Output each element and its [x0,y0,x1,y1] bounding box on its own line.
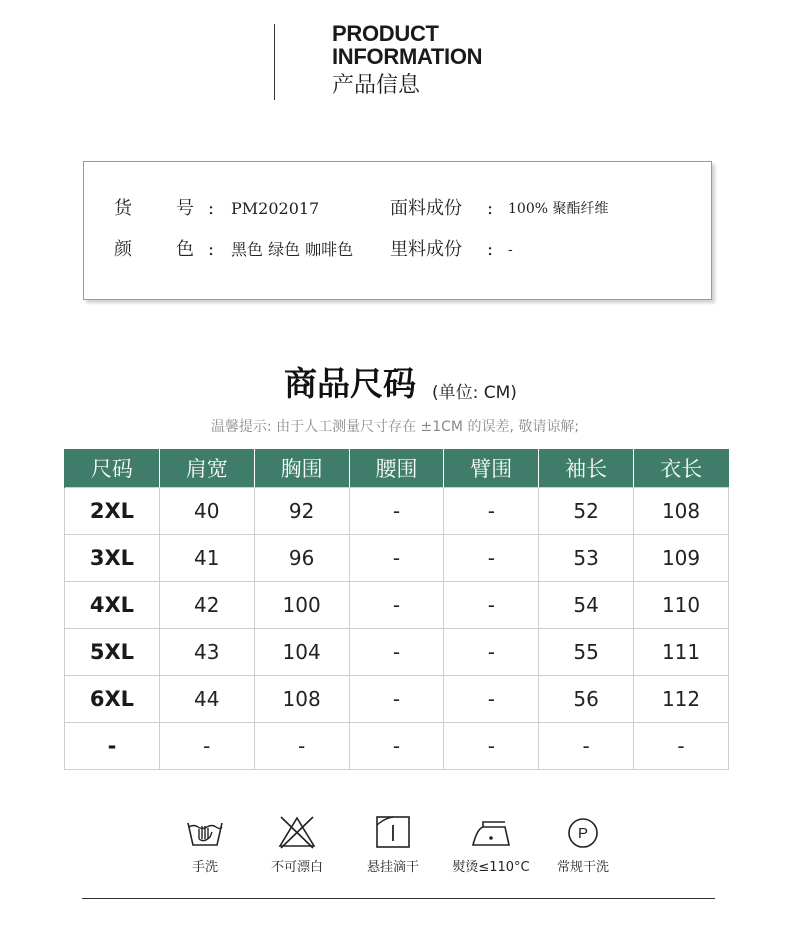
table-cell: - [254,723,349,770]
table-cell: 100 [254,582,349,629]
table-cell: 96 [254,535,349,582]
no-bleach-icon [277,815,317,849]
table-cell: 55 [539,629,634,676]
header-cell: 袖长 [539,449,634,488]
lining-colon: : [487,239,494,260]
table-cell: - [349,582,444,629]
header-cell: 胸围 [254,449,349,488]
table-cell: - [444,629,539,676]
table-cell: 112 [634,676,729,723]
table-cell: 44 [159,676,254,723]
table-cell: - [349,676,444,723]
fabric-label: 面料成份 [390,198,462,219]
header-cell: 衣长 [634,449,729,488]
footer-divider [82,898,715,899]
header-title-en-line2: INFORMATION [332,44,483,69]
table-cell: - [634,723,729,770]
table-cell: 54 [539,582,634,629]
table-cell: - [349,535,444,582]
table-cell: - [444,676,539,723]
size-unit: (单位: CM) [432,383,517,403]
table-row [65,723,729,770]
table-cell: 111 [634,629,729,676]
size-cell: 3XL [65,535,160,582]
table-cell: 110 [634,582,729,629]
table-cell: 53 [539,535,634,582]
table-row [65,535,729,582]
care-dry-clean [538,815,628,875]
color-label-char2: 色 [176,239,194,260]
care-label: 熨烫≤110°C [452,860,530,875]
header-cell: 腰围 [349,449,444,488]
size-cell: 4XL [65,582,160,629]
dry-clean-icon [563,815,603,849]
table-cell: - [349,629,444,676]
care-iron [446,815,536,875]
table-cell: 40 [159,488,254,535]
header-divider [274,24,275,100]
table-cell: 108 [254,676,349,723]
item-no-colon: : [208,198,215,219]
size-cell: 6XL [65,676,160,723]
lining-value: - [508,242,513,258]
iron-icon [469,815,513,849]
care-label: 悬挂滴干 [366,860,419,875]
item-no-value: PM202017 [231,199,320,218]
table-cell: 104 [254,629,349,676]
header-cell: 肩宽 [159,449,254,488]
header-title-en [332,22,482,68]
care-hand-wash [160,815,250,875]
table-cell: 92 [254,488,349,535]
table-cell: - [349,723,444,770]
table-cell: 42 [159,582,254,629]
color-colon: : [208,239,215,260]
table-cell: 52 [539,488,634,535]
table-cell: - [444,582,539,629]
care-no-bleach [252,815,342,875]
size-table [64,449,729,770]
table-cell: - [349,488,444,535]
lining-label: 里料成份 [390,239,462,260]
size-table-header [65,449,729,488]
size-cell: 5XL [65,629,160,676]
color-label-char1: 颜 [114,239,132,260]
dry-clean-letter: P [577,825,589,842]
table-cell: - [444,723,539,770]
hang-dry-icon [373,815,413,849]
header-cell: 尺码 [65,449,160,488]
header-title-cn: 产品信息 [332,73,421,98]
fabric-colon: : [487,198,494,219]
measurement-tip: 温馨提示: 由于人工测量尺寸存在 ±1CM 的误差, 敬请谅解; [210,419,580,435]
table-row [65,629,729,676]
table-cell: 43 [159,629,254,676]
fabric-value: 100% 聚酯纤维 [508,201,609,217]
size-cell: 2XL [65,488,160,535]
table-cell: 56 [539,676,634,723]
size-section-title: 商品尺码 [284,364,416,403]
table-row [65,582,729,629]
table-cell: 41 [159,535,254,582]
product-info-card [83,161,712,300]
table-cell: - [444,535,539,582]
care-label: 常规干洗 [556,860,609,875]
care-hang-dry [348,815,438,875]
size-cell: - [65,723,160,770]
header-title-en-line1: PRODUCT [332,21,439,46]
table-cell: 108 [634,488,729,535]
hand-wash-icon [185,815,225,849]
table-cell: - [159,723,254,770]
table-cell: - [539,723,634,770]
table-row [65,676,729,723]
table-cell: 109 [634,535,729,582]
color-value: 黑色 绿色 咖啡色 [231,240,354,259]
table-row [65,488,729,535]
item-no-label-char2: 号 [176,198,194,219]
care-label: 手洗 [191,860,218,875]
header-cell: 臂围 [444,449,539,488]
care-label: 不可漂白 [270,860,323,875]
table-cell: - [444,488,539,535]
item-no-label-char1: 货 [114,198,132,219]
